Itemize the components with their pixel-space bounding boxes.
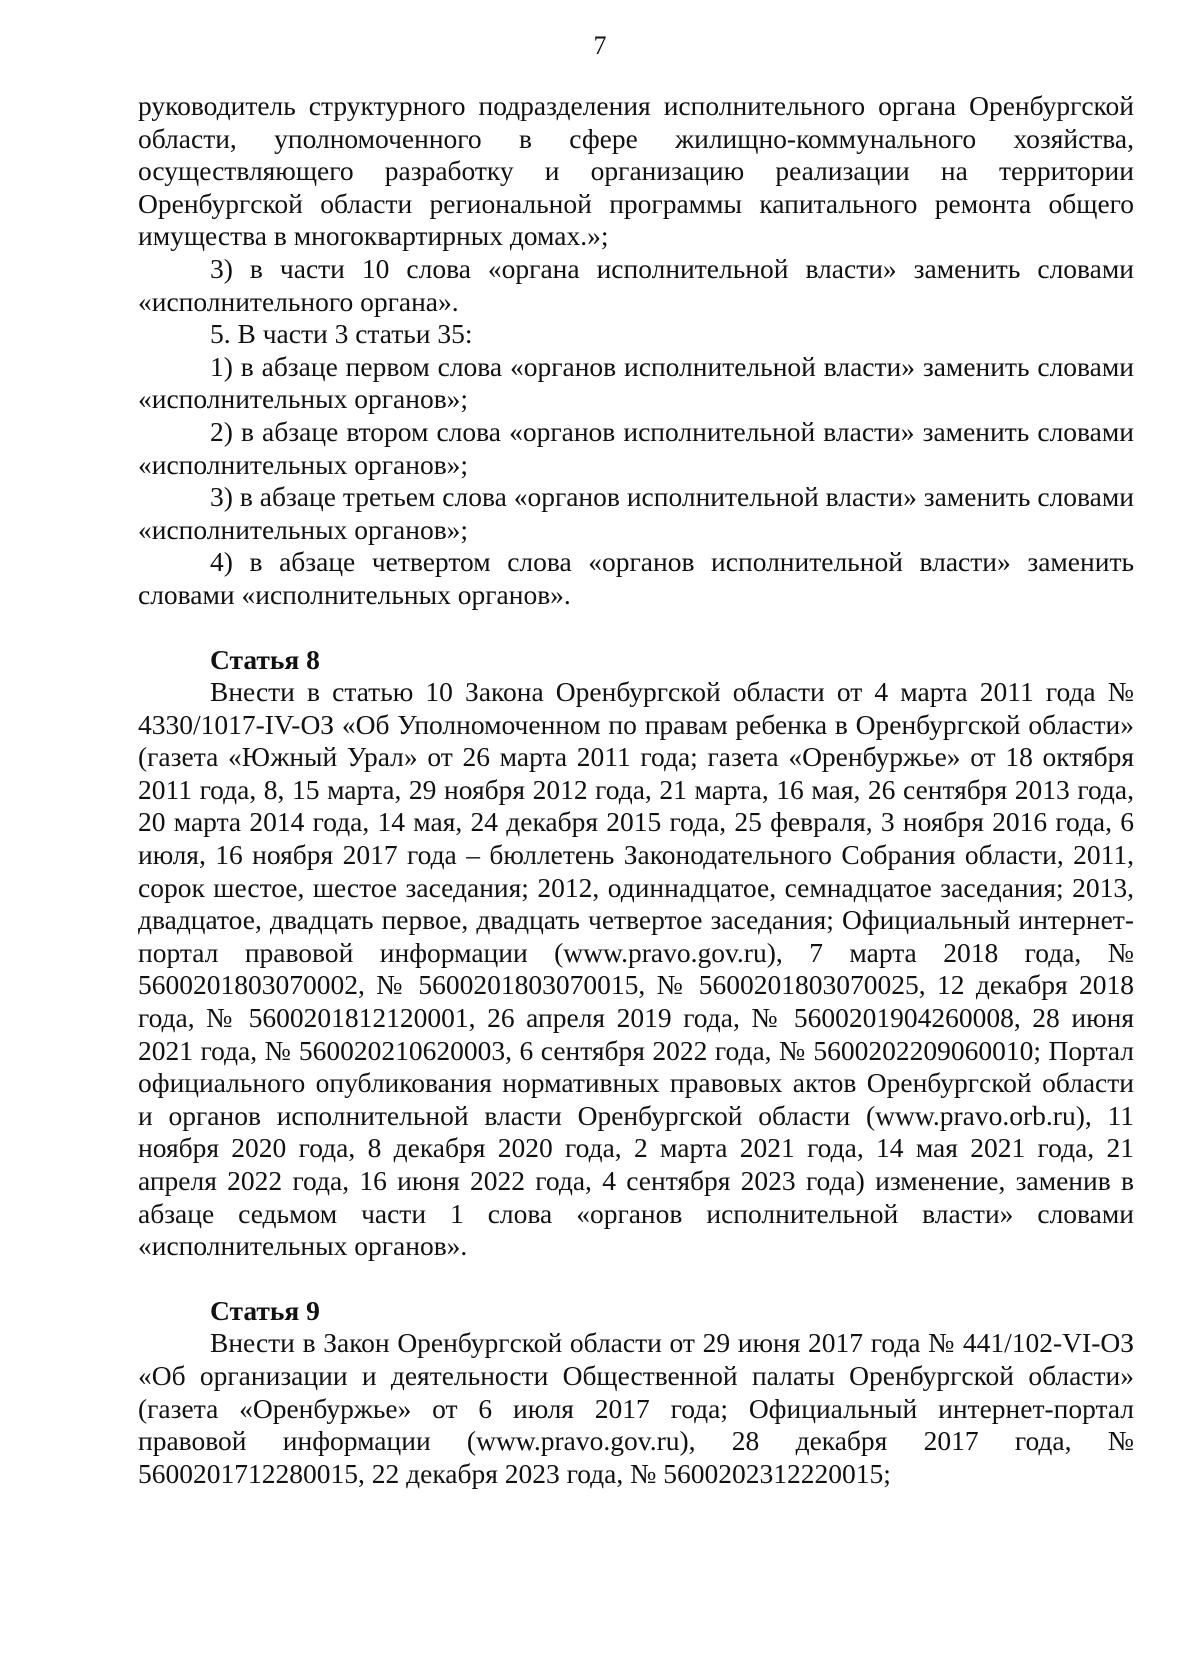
paragraph-item-3-part-10: 3) в части 10 слова «органа исполнительной власти» заменить словами «исполнительного органа». — [138, 252, 1134, 317]
article-8-heading: Статья 8 — [210, 643, 320, 675]
article-9-text: Внести в Закон Оренбургской области от 29 июня 2017 года № 441/102-VI-ОЗ «Об организации и деятельности Общественной палаты Оренбургской области» (газета «Оренбуржье» от 6 июля 2017 года; Официальный интернет-портал правовой информации (www.pravo.gov.ru), 28 декабря 2017 года, № 5600201712280015, 22 декабря 2023 года, № 5600202312220015; — [138, 1327, 1134, 1489]
paragraph-subitem-2: 2) в абзаце втором слова «органов исполнительной власти» заменить словами «исполнительных органов»; — [138, 415, 1134, 480]
article-8-text: Внести в статью 10 Закона Оренбургской области от 4 марта 2011 года № 4330/1017-IV-ОЗ «Об Уполномоченном по правам ребенка в Оренбургской области» (газета «Южный Урал» от 26 марта 2011 года; газета «Оренбуржье» от 18 октября 2011 года, 8, 15 марта, 29 ноября 2012 года, 21 марта, 16 мая, 26 сентября 2013 года, 20 марта 2014 года, 14 мая, 24 декабря 2015 года, 25 февраля, 3 ноября 2016 года, 6 июля, 16 ноября 2017 года – бюллетень Законодательного Собрания области, 2011, сорок шестое, шестое заседания; 2012, одиннадцатое, семнадцатое заседания; 2013, двадцатое, двадцать первое, двадцать четвертое заседания; Официальный интернет-портал правовой информации (www.pravo.gov.ru), 7 марта 2018 года, № 5600201803070002, № 5600201803070015, № 5600201803070025, 12 декабря 2018 года, № 5600201812120001, 26 апреля 2019 года, № 5600201904260008, 28 июня 2021 года, № 560020210620003, 6 сентября 2022 года, № 5600202209060010; Портал официального опубликования нормативных правовых актов Оренбургской области и органов исполнительной власти Оренбургской области (www.pravo.orb.ru), 11 ноября 2020 года, 8 декабря 2020 года, 2 марта 2021 года, 14 мая 2021 года, 21 апреля 2022 года, 16 июня 2022 года, 4 сентября 2023 года) изменение, заменив в абзаце седьмом части 1 слова «органов исполнительной власти» словами «исполнительных органов». — [138, 676, 1134, 1262]
paragraph-subitem-4: 4) в абзаце четвертом слова «органов исполнительной власти» заменить словами «исполнительных органов». — [138, 546, 1134, 610]
section-spacer — [138, 1263, 1134, 1295]
section-spacer — [138, 612, 1134, 644]
paragraph-subitem-1: 1) в абзаце первом слова «органов исполнительной власти» заменить словами «исполнительных органов»; — [138, 350, 1134, 415]
article-9-heading: Статья 9 — [210, 1294, 320, 1326]
document-body — [138, 90, 1134, 1490]
paragraph-item-5: 5. В части 3 статьи 35: — [210, 318, 473, 350]
paragraph-subitem-3: 3) в абзаце третьем слова «органов исполнительной власти» заменить словами «исполнительных органов»; — [138, 481, 1134, 545]
page-number: 7 — [593, 31, 607, 60]
paragraph-continuation: руководитель структурного подразделения исполнительного органа Оренбургской области, уполномоченного в сфере жилищно-коммунального хозяйства, осуществляющего разработку и организацию реализации на территории Оренбургской области региональной программы капитального ремонта общего имущества в многоквартирных домах.»; — [138, 90, 1134, 252]
